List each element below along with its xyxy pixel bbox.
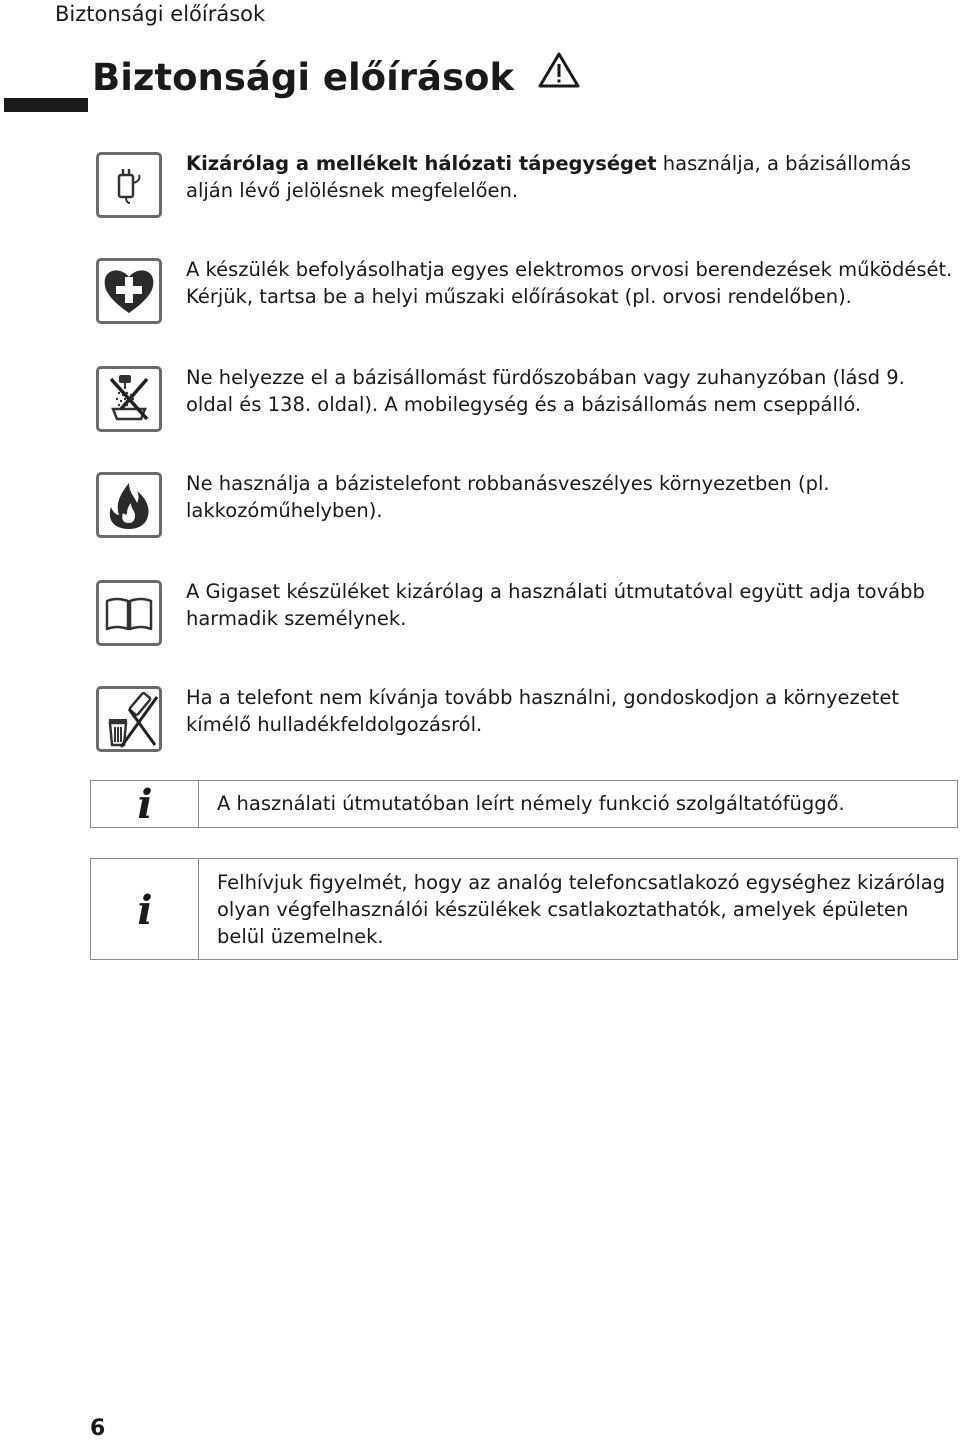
info-icon: i (137, 781, 153, 828)
notice-power-adapter (0, 150, 960, 230)
notice-emphasis: Kizárólag a mellékelt hálózati tápegységet (186, 152, 657, 175)
notice-text: Ha a telefont nem kívánja tovább használni, gondoskodjon a környezetet kímélő hulladékfeldolgozásról. (186, 686, 900, 736)
recycle-bin-crossed-icon (96, 686, 162, 752)
page-number: 6 (90, 1416, 106, 1441)
notice-text: A Gigaset készüléket kizárólag a használati útmutatóval együtt adja tovább harmadik személynek. (186, 580, 925, 630)
warning-triangle-icon (537, 49, 581, 105)
info-icon-cell (91, 859, 199, 959)
notice-no-shower (0, 364, 960, 444)
title-rule (4, 98, 88, 112)
info-text: A használati útmutatóban leírt némely funkció szolgáltatófüggő. (217, 792, 845, 815)
info-box-analog (90, 858, 958, 960)
no-shower-icon (96, 366, 162, 432)
notice-body: használja, a bázisállomás alján lévő jelölésnek megfelelően. (186, 152, 912, 202)
notice-text: A készülék befolyásolhatja egyes elektromos orvosi berendezések működését. Kérjük, tartsa be a helyi műszaki előírásokat (pl. orvosi rendelőben). (186, 258, 953, 308)
notice-text (186, 150, 956, 204)
page-title-text: Biztonsági előírások (92, 56, 515, 99)
info-text: Felhívjuk figyelmét, hogy az analóg telefoncsatlakozó egységhez kizárólag olyan végfelhasználói készülékek csatlakoztathatók, amelyek épületen belül üzemelnek. (217, 871, 946, 948)
notice-text: Ne helyezze el a bázisállomást fürdőszobában vagy zuhanyzóban (lásd 9. oldal és 138. oldal). A mobilegység és a bázisállomás nem cseppálló. (186, 366, 905, 416)
medical-heart-icon (96, 258, 162, 324)
notice-medical (0, 256, 960, 336)
info-icon-cell (91, 781, 199, 827)
notice-manual (0, 578, 960, 658)
manual-book-icon (96, 580, 162, 646)
page-title (92, 50, 581, 106)
running-header: Biztonsági előírások (55, 2, 266, 26)
info-box-provider (90, 780, 958, 828)
notice-text: Ne használja a bázistelefont robbanásveszélyes környezetben (pl. lakkozóműhelyben). (186, 472, 830, 522)
power-adapter-icon (96, 152, 162, 218)
notice-disposal (0, 684, 960, 764)
notice-explosion (0, 470, 960, 550)
explosion-flame-icon (96, 472, 162, 538)
info-icon: i (137, 887, 153, 934)
